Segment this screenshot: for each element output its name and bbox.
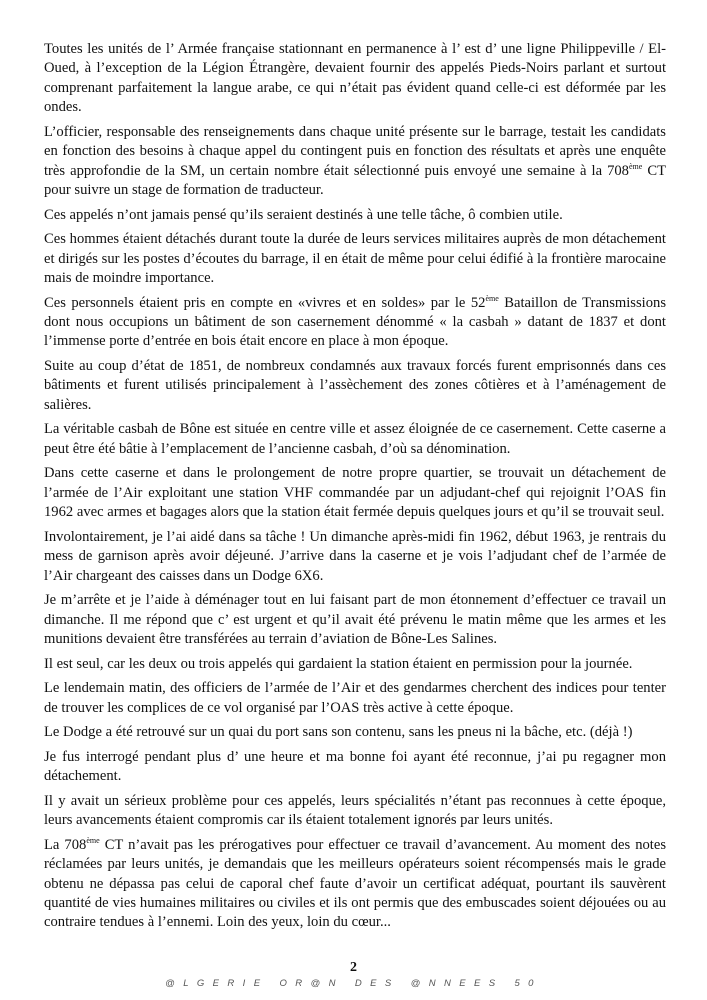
paragraph: L’officier, responsable des renseignements dans chaque unité présente sur le barrage, testait les candidats en fonction des besoins à chaque appel du contingent puis en fonction des résultats et après une enquête très approfondie de la SM, un certain nombre était sélectionné puis envoyé une semaine à la 708ème CT pour suivre un stage de formation de traducteur. (44, 123, 666, 199)
paragraph: Toutes les unités de l’ Armée française stationnant en permanence à l’ est d’ une ligne Philippeville / El-Oued, à l’exception de la Légion Étrangère, devaient fournir des appelés Pieds-Noirs parlant et surtout comprenant parfaitement la langue arabe, ce qui n’était pas évident quand celle-ci est déformée par les ondes. (44, 41, 666, 116)
document-body (44, 40, 666, 933)
paragraph: La véritable casbah de Bône est située en centre ville et assez éloignée de ce casernement. Cette caserne a peut être été bâtie à l’emplacement de l’ancienne casbah, d’où sa dénomination. (44, 421, 666, 457)
footer-text: @LGERIE OR@N DES @NNEES 50 (165, 978, 542, 989)
paragraph: Ces appelés n’ont jamais pensé qu’ils seraient destinés à une telle tâche, ô combien utile. (44, 206, 563, 223)
paragraph: Dans cette caserne et dans le prolongement de notre propre quartier, se trouvait un détachement de l’armée de l’Air exploitant une station VHF commandée par un adjudant-chef qui rejoignit l’OAS fin 1962 avec armes et bagages alors que la station était fermée depuis quelques jours et qu’il se trouvait seul. (44, 465, 666, 521)
paragraph: La 708ème CT n’avait pas les prérogatives pour effectuer ce travail d’avancement. Au moment des notes réclamées par leurs unités, je demandais que les meilleurs opérateurs soient récompensés mais le grade obtenu ne dépassa pas celui de caporal chef faute d’avoir un certificat adéquat, pourtant ils sauvèrent quantité de vies humaines militaires ou civiles et ils ont permis que des embuscades soient déjouées ou au contraire tendues à l’ennemi. Loin des yeux, loin du cœur... (44, 835, 667, 931)
paragraph: Involontairement, je l’ai aidé dans sa tâche ! Un dimanche après-midi fin 1962, début 1963, je rentrais du mess de garnison après avoir déjeuné. J’arrive dans la caserne et je vois l’adjudant chef de l’armée de l’Air chargeant des caisses dans un Dodge 6X6. (44, 528, 666, 584)
paragraph: Suite au coup d’état de 1851, de nombreux condamnés aux travaux forcés furent emprisonnés dans ces bâtiments et furent utilisés principalement à l’assèchement des zones côtières et à l’aménagement de salières. (44, 358, 666, 413)
paragraph: Il est seul, car les deux ou trois appelés qui gardaient la station étaient en permission pour la journée. (44, 655, 633, 672)
paragraph: Ces hommes étaient détachés durant toute la durée de leurs services militaires auprès de mon détachement et dirigés sur les postes d’écoutes du barrage, il en était de même pour celui édifié à la frontière marocaine mais de moindre importance. (44, 231, 666, 287)
paragraph: Ces personnels étaient pris en compte en «vivres et en soldes» par le 52ème Bataillon de Transmissions dont nous occupions un bâtiment de son casernement dénommé « la casbah » datant de 1837 et dont l’immense porte d’entrée en bois était encore en place à mon époque. (44, 293, 666, 350)
page-number: 2 (350, 960, 357, 975)
paragraph: Le lendemain matin, des officiers de l’armée de l’Air et des gendarmes cherchent des indices pour tenter de trouver les complices de ce vol organisé par l’OAS très active à cette époque. (44, 680, 666, 716)
paragraph: Le Dodge a été retrouvé sur un quai du port sans son contenu, sans les pneus ni la bâche, etc. (déjà !) (44, 724, 633, 741)
paragraph: Je fus interrogé pendant plus d’ une heure et ma bonne foi ayant été reconnue, j’ai pu regagner mon détachement. (44, 748, 666, 785)
paragraph: Il y avait un sérieux problème pour ces appelés, leurs spécialités n’étant pas reconnues à cette époque, leurs avancements étaient compromis car ils étaient totalement ignorés par leurs unités. (44, 792, 666, 829)
paragraph: Je m’arrête et je l’aide à déménager tout en lui faisant part de mon étonnement d’effectuer ce travail un dimanche. Il me répond que c’ est urgent et qu’il avait été prévenu le matin même que les armes et les munitions devaient être transférées au terrain d’aviation de Bône-Les Salines. (44, 592, 666, 648)
